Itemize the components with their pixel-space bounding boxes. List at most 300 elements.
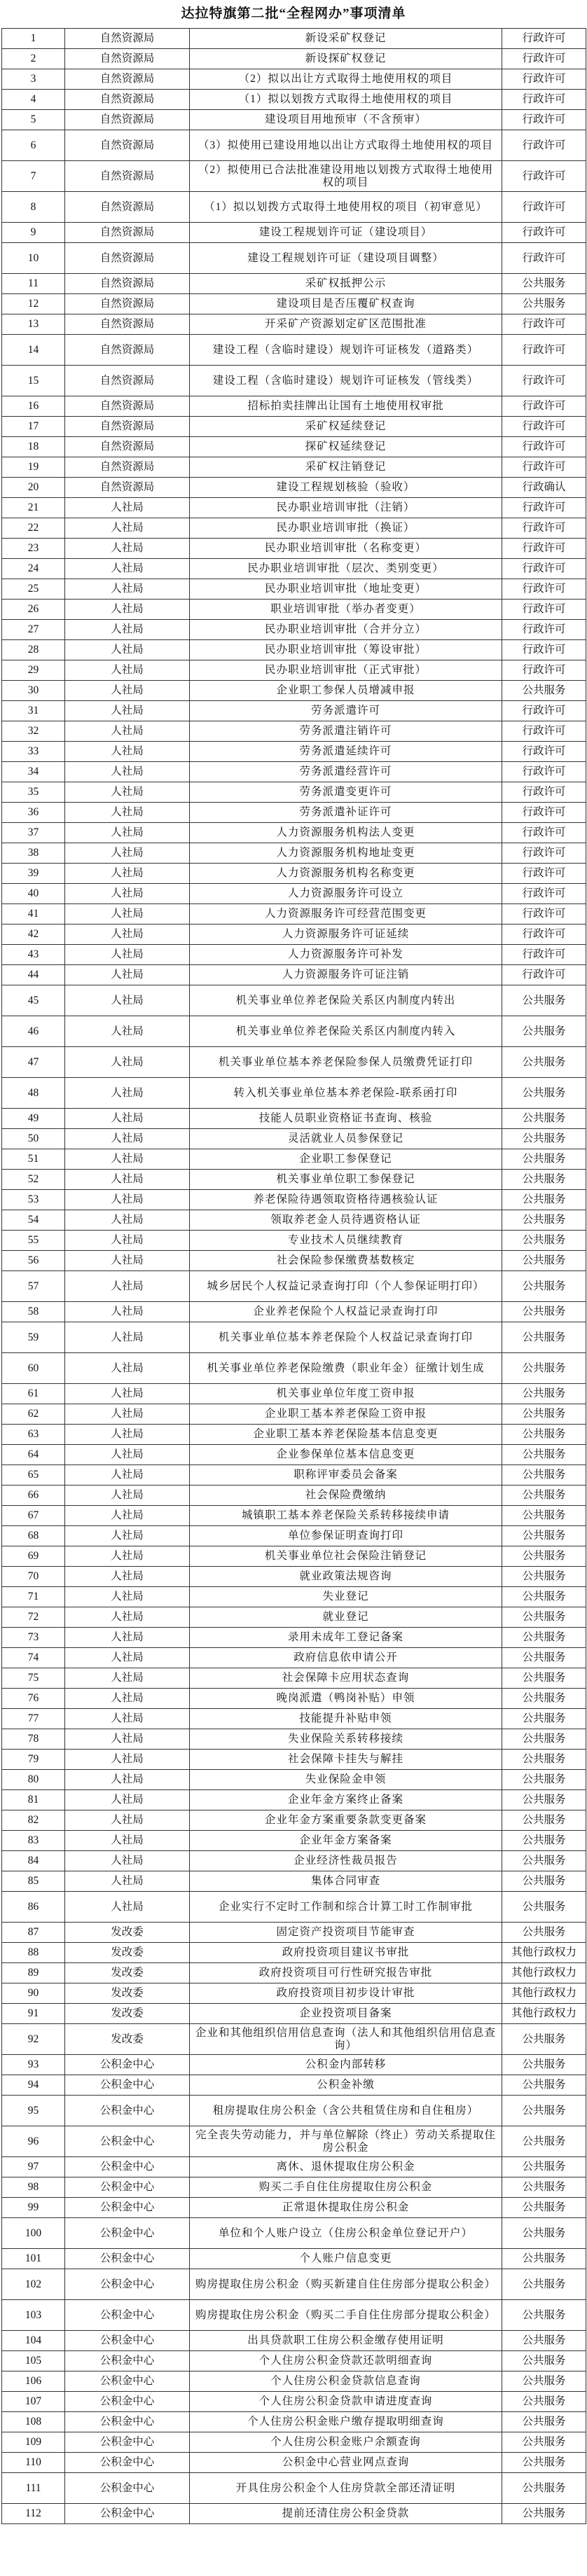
cell-number: 97 [2,2157,65,2177]
table-row [2,294,586,314]
cell-department: 人社局 [65,1109,190,1129]
cell-item-name: 机关事业单位年度工资申报 [190,1384,502,1404]
cell-item-type: 公共服务 [502,1129,586,1149]
cell-item-name: 新设采矿权登记 [190,29,502,49]
cell-item-type: 公共服务 [502,2331,586,2351]
cell-number: 11 [2,274,65,294]
table-row [2,1831,586,1851]
cell-department: 自然资源局 [65,274,190,294]
cell-department: 自然资源局 [65,294,190,314]
cell-item-type: 公共服务 [502,1750,586,1770]
table-row [2,1425,586,1445]
table-row [2,130,586,161]
cell-item-type: 公共服务 [502,1353,586,1384]
cell-item-name: 政府投资项目建议书审批 [190,1943,502,1963]
cell-item-type: 行政许可 [502,925,586,945]
cell-item-name: 个人住房公积金贷款还款明细查询 [190,2351,502,2371]
cell-department: 人社局 [65,1231,190,1251]
cell-department: 自然资源局 [65,161,190,192]
cell-number: 29 [2,660,65,681]
cell-item-type: 行政许可 [502,843,586,864]
table-row [2,243,586,274]
table-row [2,2504,586,2524]
cell-item-type: 公共服务 [502,2249,586,2269]
table-row [2,1709,586,1729]
cell-department: 人社局 [65,1892,190,1923]
table-row [2,2371,586,2392]
table-row [2,1078,586,1109]
cell-item-type: 公共服务 [502,274,586,294]
cell-department: 人社局 [65,1871,190,1892]
cell-item-name: 正常退休提取住房公积金 [190,2198,502,2218]
cell-item-name: 集体合同审查 [190,1871,502,1892]
cell-department: 人社局 [65,1689,190,1709]
table-row [2,2351,586,2371]
cell-item-type: 行政许可 [502,29,586,49]
cell-item-type: 行政许可 [502,192,586,223]
cell-department: 公积金中心 [65,2096,190,2126]
cell-department: 人社局 [65,600,190,620]
cell-department: 自然资源局 [65,417,190,437]
table-row [2,223,586,243]
cell-department: 人社局 [65,843,190,864]
cell-item-type: 行政许可 [502,600,586,620]
cell-number: 1 [2,29,65,49]
table-row [2,782,586,803]
cell-department: 人社局 [65,1445,190,1465]
cell-item-name: 建设工程规划许可证（建设项目调整） [190,243,502,274]
cell-number: 51 [2,1149,65,1170]
cell-item-name: 民办职业培训审批（名称变更） [190,539,502,559]
cell-department: 人社局 [65,579,190,600]
cell-item-name: 企业年金方案终止备案 [190,1790,502,1810]
cell-item-type: 公共服务 [502,1770,586,1790]
cell-item-name: 社会保险参保缴费基数核定 [190,1251,502,1271]
cell-number: 3 [2,69,65,90]
cell-item-name: 社会保障卡应用状态查询 [190,1668,502,1689]
cell-item-type: 行政许可 [502,69,586,90]
table-row [2,640,586,660]
cell-department: 自然资源局 [65,223,190,243]
cell-department: 人社局 [65,1770,190,1790]
cell-department: 自然资源局 [65,437,190,457]
cell-department: 自然资源局 [65,457,190,478]
cell-item-name: 采矿权抵押公示 [190,274,502,294]
cell-department: 公积金中心 [65,2269,190,2300]
table-row [2,2055,586,2075]
table-row [2,843,586,864]
cell-item-name: 开具住房公积金个人住房贷款全部还清证明 [190,2473,502,2504]
cell-department: 人社局 [65,1506,190,1526]
cell-department: 人社局 [65,1750,190,1770]
cell-department: 人社局 [65,1790,190,1810]
cell-item-name: 采矿权注销登记 [190,457,502,478]
cell-department: 人社局 [65,701,190,721]
cell-department: 人社局 [65,1486,190,1506]
table-row [2,1016,586,1047]
cell-item-name: 租房提取住房公积金（含公共租赁住房和自住租房） [190,2096,502,2126]
cell-item-type: 公共服务 [502,1322,586,1353]
cell-department: 发改委 [65,2024,190,2055]
cell-item-name: 探矿权延续登记 [190,437,502,457]
cell-department: 人社局 [65,1353,190,1384]
cell-number: 34 [2,762,65,782]
cell-item-type: 公共服务 [502,2453,586,2473]
cell-department: 自然资源局 [65,192,190,223]
cell-item-name: 建设工程规划核验（验收） [190,478,502,498]
cell-item-name: 劳务派遣补证许可 [190,803,502,823]
cell-item-name: 社会保障卡挂失与解挂 [190,1750,502,1770]
cell-number: 21 [2,498,65,518]
cell-item-name: 企业投资项目备案 [190,2004,502,2024]
cell-item-name: 人力资源服务机构法人变更 [190,823,502,843]
cell-number: 32 [2,721,65,742]
cell-item-type: 行政许可 [502,335,586,366]
cell-number: 102 [2,2269,65,2300]
table-row [2,762,586,782]
cell-item-name: 领取养老金人员待遇资格认证 [190,1210,502,1231]
cell-item-name: 人力资源服务许可证延续 [190,925,502,945]
cell-item-name: （2）拟以出让方式取得土地使用权的项目 [190,69,502,90]
cell-department: 人社局 [65,1587,190,1607]
cell-item-type: 行政许可 [502,457,586,478]
table-row [2,2473,586,2504]
cell-item-name: 个人账户信息变更 [190,2249,502,2269]
table-row [2,2218,586,2249]
cell-department: 人社局 [65,1425,190,1445]
cell-item-name: 企业职工参保登记 [190,1149,502,1170]
cell-item-name: 企业年金方案重要条款变更备案 [190,1810,502,1831]
table-row [2,823,586,843]
cell-number: 38 [2,843,65,864]
table-row [2,2157,586,2177]
cell-item-type: 公共服务 [502,2412,586,2432]
cell-department: 人社局 [65,518,190,539]
cell-item-name: 劳务派遣注销许可 [190,721,502,742]
cell-department: 自然资源局 [65,69,190,90]
cell-number: 75 [2,1668,65,1689]
cell-item-type: 公共服务 [502,2371,586,2392]
cell-item-type: 行政许可 [502,884,586,904]
table-row [2,1871,586,1892]
table-row [2,1851,586,1871]
cell-item-type: 公共服务 [502,1790,586,1810]
cell-number: 30 [2,681,65,701]
table-row [2,437,586,457]
cell-number: 50 [2,1129,65,1149]
table-row [2,478,586,498]
cell-number: 10 [2,243,65,274]
cell-number: 52 [2,1170,65,1190]
cell-item-type: 行政许可 [502,742,586,762]
table-row [2,1129,586,1149]
table-row [2,2177,586,2198]
cell-number: 46 [2,1016,65,1047]
cell-department: 人社局 [65,1129,190,1149]
cell-number: 27 [2,620,65,640]
cell-department: 公积金中心 [65,2157,190,2177]
cell-department: 公积金中心 [65,2392,190,2412]
cell-item-type: 公共服务 [502,2473,586,2504]
table-row [2,1353,586,1384]
cell-department: 人社局 [65,965,190,985]
cell-department: 公积金中心 [65,2351,190,2371]
cell-item-type: 公共服务 [502,1526,586,1546]
table-row [2,69,586,90]
cell-item-name: 新设探矿权登记 [190,49,502,69]
cell-department: 自然资源局 [65,366,190,396]
cell-item-name: 就业政策法规咨询 [190,1567,502,1587]
cell-item-type: 公共服务 [502,1210,586,1231]
cell-number: 109 [2,2432,65,2453]
cell-department: 发改委 [65,1983,190,2004]
cell-department: 公积金中心 [65,2055,190,2075]
cell-department: 人社局 [65,1729,190,1750]
cell-item-type: 公共服务 [502,1546,586,1567]
cell-department: 自然资源局 [65,90,190,110]
cell-item-type: 行政许可 [502,945,586,965]
cell-number: 98 [2,2177,65,2198]
cell-number: 12 [2,294,65,314]
cell-department: 人社局 [65,539,190,559]
cell-item-name: 个人住房公积金账户余额查询 [190,2432,502,2453]
cell-department: 公积金中心 [65,2198,190,2218]
cell-item-name: 购买二手自住住房提取住房公积金 [190,2177,502,2198]
table-row [2,1149,586,1170]
cell-number: 36 [2,803,65,823]
table-row [2,1689,586,1709]
cell-number: 4 [2,90,65,110]
cell-number: 8 [2,192,65,223]
cell-number: 9 [2,223,65,243]
cell-item-type: 公共服务 [502,1047,586,1078]
cell-item-name: 机关事业单位职工参保登记 [190,1170,502,1190]
cell-item-type: 其他行政权力 [502,1983,586,2004]
cell-item-name: 养老保险待遇领取资格待遇核验认证 [190,1190,502,1210]
table-row [2,335,586,366]
cell-item-name: 个人住房公积金贷款申请进度查询 [190,2392,502,2412]
table-row [2,1271,586,1302]
cell-number: 80 [2,1770,65,1790]
cell-number: 72 [2,1607,65,1628]
cell-number: 62 [2,1404,65,1425]
cell-department: 人社局 [65,1384,190,1404]
cell-department: 人社局 [65,1047,190,1078]
cell-number: 86 [2,1892,65,1923]
cell-item-name: 失业登记 [190,1587,502,1607]
cell-department: 自然资源局 [65,130,190,161]
cell-department: 人社局 [65,762,190,782]
cell-department: 公积金中心 [65,2126,190,2157]
table-row [2,620,586,640]
cell-number: 91 [2,2004,65,2024]
cell-item-name: 企业职工基本养老保险工资申报 [190,1404,502,1425]
table-row [2,965,586,985]
cell-department: 人社局 [65,1831,190,1851]
cell-number: 107 [2,2392,65,2412]
cell-department: 公积金中心 [65,2371,190,2392]
cell-item-name: 企业年金方案备案 [190,1831,502,1851]
cell-number: 16 [2,396,65,417]
table-row [2,110,586,130]
table-row [2,1628,586,1648]
cell-department: 人社局 [65,1648,190,1668]
cell-item-name: 转入机关事业单位基本养老保险-联系函打印 [190,1078,502,1109]
cell-department: 人社局 [65,1190,190,1210]
cell-item-name: 机关事业单位基本养老保险个人权益记录查询打印 [190,1322,502,1353]
cell-item-type: 公共服务 [502,1016,586,1047]
cell-item-type: 公共服务 [502,2024,586,2055]
cell-item-name: 公积金内部转移 [190,2055,502,2075]
cell-number: 84 [2,1851,65,1871]
cell-item-type: 公共服务 [502,1404,586,1425]
cell-item-name: 民办职业培训审批（注销） [190,498,502,518]
cell-item-type: 公共服务 [502,1170,586,1190]
cell-item-type: 行政许可 [502,130,586,161]
cell-number: 47 [2,1047,65,1078]
cell-number: 57 [2,1271,65,1302]
table-row [2,498,586,518]
table-row [2,161,586,192]
cell-item-name: 机关事业单位社会保险注销登记 [190,1546,502,1567]
cell-item-type: 行政许可 [502,90,586,110]
cell-item-type: 行政许可 [502,803,586,823]
cell-department: 自然资源局 [65,314,190,335]
cell-number: 31 [2,701,65,721]
cell-number: 82 [2,1810,65,1831]
cell-item-name: 人力资源服务许可设立 [190,884,502,904]
cell-item-name: 企业参保单位基本信息变更 [190,1445,502,1465]
cell-department: 人社局 [65,498,190,518]
cell-number: 110 [2,2453,65,2473]
cell-item-type: 公共服务 [502,2075,586,2096]
table-row [2,2024,586,2055]
cell-item-name: 单位参保证明查询打印 [190,1526,502,1546]
cell-item-type: 公共服务 [502,1648,586,1668]
cell-item-type: 公共服务 [502,1851,586,1871]
cell-item-type: 行政许可 [502,559,586,579]
cell-number: 101 [2,2249,65,2269]
cell-item-type: 公共服务 [502,2218,586,2249]
cell-number: 68 [2,1526,65,1546]
table-row [2,2249,586,2269]
table-row [2,864,586,884]
cell-number: 59 [2,1322,65,1353]
cell-department: 人社局 [65,1404,190,1425]
cell-item-name: 企业养老保险个人权益记录查询打印 [190,1302,502,1322]
table-row [2,90,586,110]
table-row [2,366,586,396]
cell-item-name: 建设项目用地预审（不含预审） [190,110,502,130]
table-row [2,2432,586,2453]
item-list-table [1,28,586,2524]
cell-item-type: 公共服务 [502,1923,586,1943]
cell-number: 33 [2,742,65,762]
cell-item-name: 失业保险关系转移接续 [190,1729,502,1750]
cell-item-type: 公共服务 [502,2300,586,2331]
table-row [2,884,586,904]
cell-item-type: 行政许可 [502,223,586,243]
table-row [2,1750,586,1770]
cell-department: 人社局 [65,1668,190,1689]
cell-item-type: 公共服务 [502,1871,586,1892]
cell-number: 54 [2,1210,65,1231]
cell-number: 2 [2,49,65,69]
table-row [2,1546,586,1567]
table-row [2,1892,586,1923]
cell-department: 公积金中心 [65,2331,190,2351]
cell-department: 人社局 [65,823,190,843]
cell-number: 53 [2,1190,65,1210]
cell-item-name: 政府投资项目初步设计审批 [190,1983,502,2004]
cell-number: 55 [2,1231,65,1251]
cell-item-name: 个人住房公积金贷款信息查询 [190,2371,502,2392]
cell-item-type: 公共服务 [502,1892,586,1923]
cell-number: 71 [2,1587,65,1607]
cell-number: 20 [2,478,65,498]
cell-item-type: 公共服务 [502,1506,586,1526]
cell-department: 人社局 [65,1016,190,1047]
cell-department: 人社局 [65,1709,190,1729]
cell-item-type: 行政许可 [502,110,586,130]
table-row [2,2126,586,2157]
cell-department: 自然资源局 [65,243,190,274]
table-row [2,1231,586,1251]
cell-item-type: 公共服务 [502,1587,586,1607]
cell-number: 41 [2,904,65,925]
cell-department: 公积金中心 [65,2412,190,2432]
cell-item-name: 劳务派遣许可 [190,701,502,721]
cell-item-type: 公共服务 [502,2157,586,2177]
cell-department: 自然资源局 [65,335,190,366]
cell-number: 111 [2,2473,65,2504]
table-row [2,1923,586,1943]
table-row [2,559,586,579]
cell-department: 人社局 [65,640,190,660]
cell-department: 人社局 [65,1526,190,1546]
item-list-body [2,29,586,2524]
cell-number: 105 [2,2351,65,2371]
cell-item-name: 劳务派遣变更许可 [190,782,502,803]
cell-item-type: 公共服务 [502,1384,586,1404]
cell-item-type: 公共服务 [502,1149,586,1170]
cell-number: 48 [2,1078,65,1109]
cell-number: 87 [2,1923,65,1943]
cell-item-type: 公共服务 [502,1251,586,1271]
table-row [2,1170,586,1190]
cell-department: 人社局 [65,1810,190,1831]
cell-number: 67 [2,1506,65,1526]
cell-item-type: 行政许可 [502,539,586,559]
cell-item-type: 公共服务 [502,1628,586,1648]
cell-department: 自然资源局 [65,49,190,69]
table-row [2,1322,586,1353]
cell-department: 自然资源局 [65,29,190,49]
cell-item-name: 民办职业培训审批（层次、类别变更） [190,559,502,579]
cell-item-type: 公共服务 [502,681,586,701]
cell-item-type: 公共服务 [502,1271,586,1302]
table-row [2,2453,586,2473]
cell-item-type: 公共服务 [502,1729,586,1750]
cell-item-type: 行政许可 [502,782,586,803]
table-row [2,600,586,620]
cell-department: 发改委 [65,1963,190,1983]
table-row [2,1729,586,1750]
cell-number: 40 [2,884,65,904]
cell-item-type: 行政许可 [502,823,586,843]
cell-department: 公积金中心 [65,2300,190,2331]
table-row [2,192,586,223]
